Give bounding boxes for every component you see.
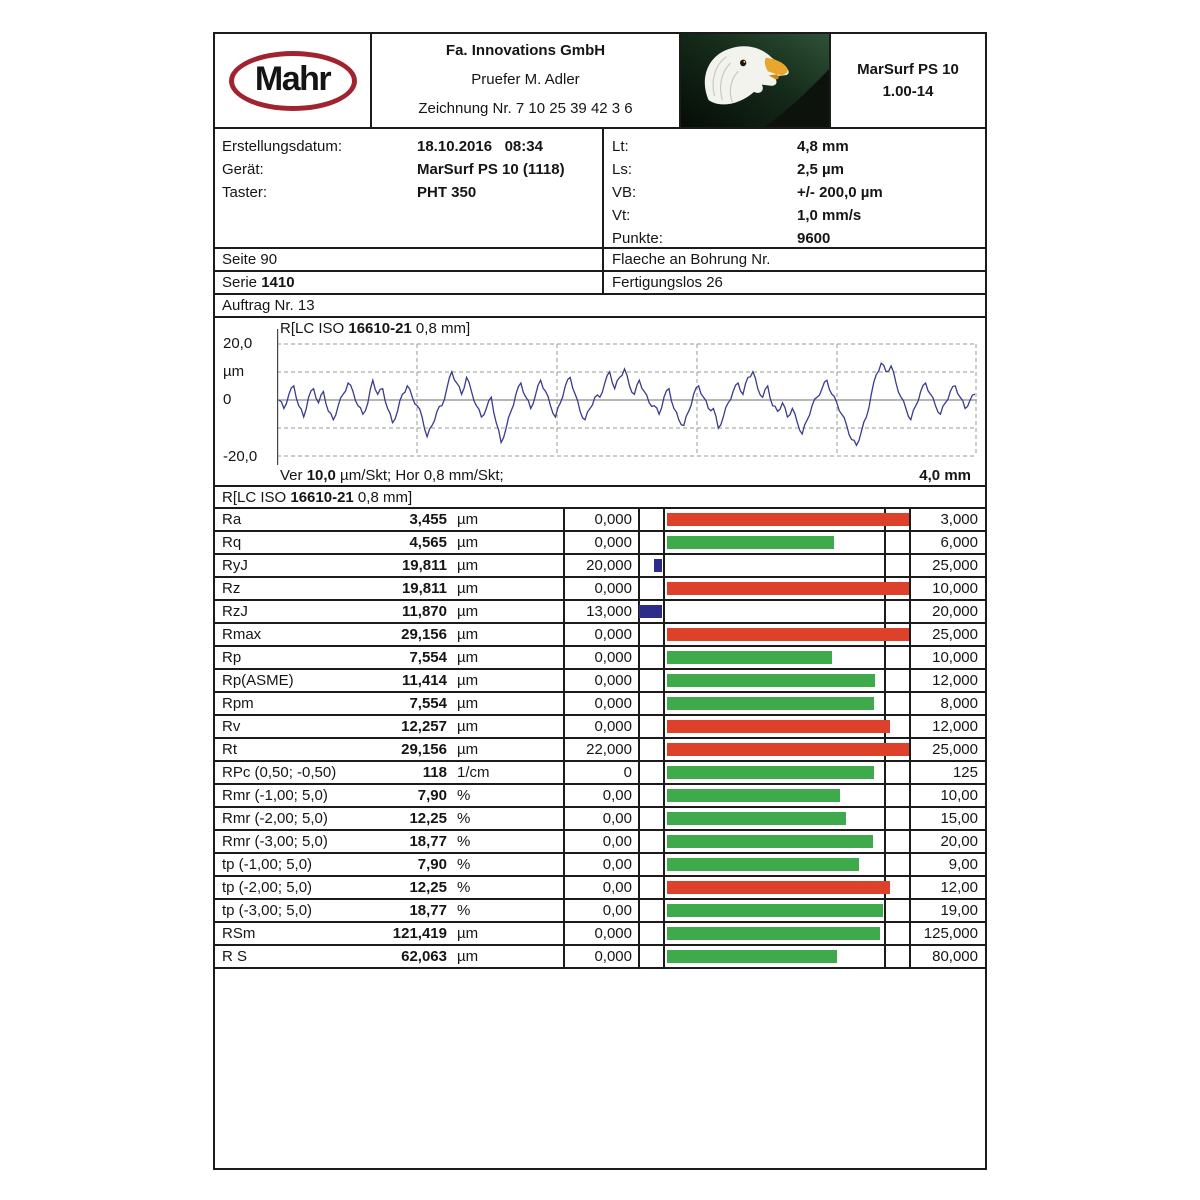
device-info [829,34,985,127]
tolerance-max-cell: 25,000 [932,741,978,758]
scale-pre: Ver [280,467,307,484]
parameter-cell [215,762,565,783]
metadata-value: 2,5 µm [797,161,844,178]
measurement-metadata [215,129,985,249]
tolerance-max-cell: 6,000 [940,534,978,551]
parameter-unit: µm [457,649,479,666]
tolerance-bar-cell [665,923,911,944]
parameter-value: 11,414 [401,672,447,689]
parameter-name: tp (-1,00; 5,0) [222,856,313,873]
parameter-unit: µm [457,718,479,735]
metadata-row [612,227,985,250]
under-tolerance-cell [640,831,665,852]
device-version: 1.00-14 [882,82,934,100]
tolerance-limit-line [884,762,886,783]
under-tolerance-cell [640,647,665,668]
in-tolerance-bar [667,950,837,963]
tolerance-max-cell: 8,000 [940,695,978,712]
table-section-header [215,487,985,509]
parameter-name: Rmr (-3,00; 5,0) [222,833,328,850]
parameter-unit: % [457,902,471,919]
parameter-unit: % [457,879,471,896]
info-row-serie [215,272,985,295]
tolerance-max-cell: 15,00 [940,810,978,827]
chart-title-prefix: R[LC ISO [280,320,349,337]
parameter-value: 12,257 [401,718,447,735]
under-tolerance-cell [640,578,665,599]
tolerance-bar-cell [665,739,911,760]
parameter-name: Rz [222,580,241,597]
mahr-logo-ellipse [229,51,357,111]
tolerance-min-cell: 0,000 [565,509,640,530]
metadata-label: Vt: [612,207,631,224]
parameter-value: 29,156 [401,741,447,758]
metadata-row [222,158,602,181]
in-tolerance-bar [667,697,874,710]
table-row [215,831,985,854]
tolerance-min-cell: 0,000 [565,647,640,668]
empty-area [215,969,985,1168]
metadata-label: Lt: [612,138,629,155]
under-tolerance-cell [640,624,665,645]
in-tolerance-bar [667,536,834,549]
parameter-cell [215,555,565,576]
over-limit-bar [667,582,909,595]
parameter-value: 12,25 [409,810,447,827]
parameter-value: 62,063 [401,948,447,965]
parameter-cell [215,532,565,553]
company-name: Fa. Innovations GmbH [445,42,606,59]
tolerance-min-cell: 0,000 [565,624,640,645]
under-tolerance-cell [640,601,665,622]
metadata-value: MarSurf PS 10 (1118) [417,161,565,178]
metadata-right-column [604,129,985,247]
in-tolerance-bar [667,858,859,871]
table-row [215,854,985,877]
auftrag-cell [215,295,985,316]
tolerance-max-cell: 12,00 [940,879,978,896]
under-tolerance-cell [640,923,665,944]
in-tolerance-bar [667,674,875,687]
under-tolerance-cell [640,555,665,576]
tolerance-min-cell: 22,000 [565,739,640,760]
under-tolerance-cell [640,532,665,553]
parameter-name: Rt [222,741,237,758]
under-tolerance-cell [640,693,665,714]
parameter-name: Rq [222,534,242,551]
parameter-unit: µm [457,695,479,712]
metadata-label: Punkte: [612,230,663,247]
tolerance-max-cell: 25,000 [932,626,978,643]
parameter-cell [215,739,565,760]
parameter-unit: µm [457,603,479,620]
metadata-value: 18.10.2016 08:34 [417,138,543,155]
serie-cell [215,272,604,293]
tolerance-bar-cell [665,785,911,806]
fertigungslos-cell: Fertigungslos 26 [612,274,723,291]
parameter-cell [215,716,565,737]
scale-post: µm/Skt; Hor 0,8 mm/Skt; [335,467,504,484]
tolerance-max-cell: 10,000 [932,580,978,597]
parameter-unit: µm [457,741,479,758]
over-limit-bar [667,513,909,526]
parameter-cell [215,923,565,944]
table-row [215,923,985,946]
parameter-name: Rpm [222,695,254,712]
parameter-value: 29,156 [401,626,447,643]
tolerance-max-cell: 12,000 [932,718,978,735]
parameter-value: 3,455 [409,511,447,528]
parameter-name: tp (-3,00; 5,0) [222,902,313,919]
table-row [215,647,985,670]
table-row [215,946,985,969]
parameter-value: 7,90 [417,856,447,873]
serie-value: 1410 [261,274,295,291]
parameter-cell [215,900,565,921]
table-row [215,693,985,716]
under-tolerance-cell [640,808,665,829]
parameter-unit: % [457,856,471,873]
tolerance-limit-line [884,808,886,829]
table-row [215,762,985,785]
parameter-name: Rp(ASME) [222,672,294,689]
parameter-cell [215,509,565,530]
parameter-unit: µm [457,925,479,942]
chart-title-suffix: 0,8 mm] [411,320,471,337]
tolerance-max-cell: 12,000 [932,672,978,689]
table-row [215,601,985,624]
tolerance-bar-cell [665,900,911,921]
parameter-value: 7,90 [417,787,447,804]
parameter-unit: % [457,833,471,850]
tolerance-bar-cell [665,532,911,553]
parameter-name: RzJ [222,603,248,620]
table-row [215,624,985,647]
in-tolerance-bar [667,766,874,779]
eagle-image [681,34,829,127]
parameter-name: Rp [222,649,242,666]
y-axis-zero-label: 0 [223,391,232,408]
under-tolerance-cell [640,716,665,737]
info-row-auftrag [215,295,985,318]
parameter-unit: µm [457,672,479,689]
tolerance-limit-line [884,923,886,944]
section-title-standard: 16610-21 [290,488,354,506]
table-row [215,532,985,555]
tolerance-min-cell: 20,000 [565,555,640,576]
parameter-cell [215,647,565,668]
tolerance-limit-line [884,555,886,576]
tolerance-min-cell: 0,000 [565,670,640,691]
tolerance-limit-line [884,647,886,668]
metadata-left-column [215,129,604,247]
metadata-row [612,135,985,158]
parameter-cell [215,785,565,806]
parameter-table [215,509,985,969]
tolerance-min-cell: 0,000 [565,716,640,737]
mahr-logo [215,34,372,127]
parameter-name: RSm [222,925,256,942]
profile-plot [277,329,977,470]
tolerance-limit-line [884,693,886,714]
tolerance-min-cell: 0,00 [565,808,640,829]
metadata-row [612,158,985,181]
section-title-suffix: 0,8 mm] [353,488,413,506]
parameter-unit: µm [457,626,479,643]
metadata-value: 1,0 mm/s [797,207,862,224]
table-row [215,716,985,739]
in-tolerance-bar [667,904,883,917]
tolerance-bar-cell [665,670,911,691]
auftrag-value: 13 [297,297,315,314]
section-title-prefix: R[LC ISO [222,488,291,506]
under-tolerance-cell [640,739,665,760]
parameter-unit: µm [457,948,479,965]
tolerance-bar-cell [665,877,911,898]
parameter-unit: µm [457,580,479,597]
table-row [215,670,985,693]
parameter-value: 7,554 [409,649,447,666]
serie-label: Serie [222,274,262,291]
parameter-cell [215,670,565,691]
tolerance-limit-line [884,831,886,852]
under-min-marker [639,605,662,618]
metadata-label: Taster: [222,184,268,201]
table-row [215,785,985,808]
parameter-unit: µm [457,534,479,551]
parameter-name: Rmr (-2,00; 5,0) [222,810,328,827]
inspector-name: Pruefer M. Adler [471,71,580,88]
metadata-row [222,181,602,204]
over-limit-bar [667,720,890,733]
parameter-unit: µm [457,557,479,574]
tolerance-limit-line [884,946,886,967]
tolerance-min-cell: 0,00 [565,854,640,875]
tolerance-min-cell: 13,000 [565,601,640,622]
over-limit-bar [667,881,890,894]
parameter-value: 4,565 [409,534,447,551]
tolerance-limit-line [884,670,886,691]
chart-scale-info [280,467,504,484]
tolerance-limit-line [884,854,886,875]
tolerance-bar-cell [665,808,911,829]
metadata-label: VB: [612,184,637,201]
auftrag-label: Auftrag Nr. [222,297,298,314]
under-tolerance-cell [640,900,665,921]
eagle-photo [679,34,829,127]
tolerance-max-cell: 125,000 [923,925,978,942]
parameter-value: 18,77 [409,833,447,850]
tolerance-min-cell: 0,00 [565,785,640,806]
tolerance-bar-cell [665,946,911,967]
tolerance-min-cell: 0,000 [565,923,640,944]
y-axis-max-label: 20,0 [223,335,253,352]
metadata-value: 4,8 mm [797,138,849,155]
parameter-cell [215,693,565,714]
parameter-cell [215,578,565,599]
scale-ver-value: 10,0 [306,467,336,484]
parameter-value: 12,25 [409,879,447,896]
in-tolerance-bar [667,835,873,848]
tolerance-min-cell: 0,00 [565,900,640,921]
seite-cell: Seite 90 [215,249,604,270]
parameter-value: 121,419 [392,925,447,942]
tolerance-min-cell: 0,000 [565,693,640,714]
parameter-value: 11,870 [401,603,447,620]
chart-title-standard: 16610-21 [348,320,412,337]
tolerance-max-cell: 10,000 [932,649,978,666]
table-row [215,555,985,578]
under-tolerance-cell [640,762,665,783]
under-tolerance-cell [640,670,665,691]
tolerance-bar-cell [665,693,911,714]
table-row [215,808,985,831]
in-tolerance-bar [667,651,832,664]
metadata-label: Gerät: [222,161,264,178]
info-row-seite [215,249,985,272]
roughness-profile-chart [215,318,985,487]
over-limit-bar [667,743,909,756]
parameter-unit: µm [457,511,479,528]
drawing-number: Zeichnung Nr. 7 10 25 39 42 3 6 [418,100,633,117]
device-model: MarSurf PS 10 [857,60,959,78]
table-row [215,877,985,900]
table-row [215,900,985,923]
tolerance-limit-line [884,785,886,806]
tolerance-bar-cell [665,716,911,737]
tolerance-min-cell: 0,000 [565,578,640,599]
flaeche-cell: Flaeche an Bohrung Nr. [612,251,771,268]
under-tolerance-cell [640,946,665,967]
metadata-row [222,135,602,158]
tolerance-bar-cell [665,831,911,852]
over-limit-bar [667,628,909,641]
parameter-cell [215,946,565,967]
parameter-value: 7,554 [409,695,447,712]
tolerance-max-cell: 3,000 [940,511,978,528]
table-row [215,509,985,532]
metadata-row [612,181,985,204]
report-page [213,32,987,1170]
tolerance-bar-cell [665,555,911,576]
tolerance-max-cell: 20,00 [940,833,978,850]
table-row [215,739,985,762]
mahr-logo-text: Mahr [254,59,331,98]
in-tolerance-bar [667,927,880,940]
metadata-row [612,204,985,227]
metadata-value: 9600 [797,230,831,247]
parameter-name: Rv [222,718,241,735]
tolerance-limit-line [884,601,886,622]
tolerance-min-cell: 0,000 [565,532,640,553]
tolerance-limit-line [884,532,886,553]
tolerance-max-cell: 10,00 [940,787,978,804]
table-row [215,578,985,601]
parameter-name: Ra [222,511,242,528]
parameter-value: 118 [422,764,447,781]
y-axis-min-label: -20,0 [223,448,258,465]
tolerance-max-cell: 25,000 [932,557,978,574]
parameter-cell [215,877,565,898]
parameter-cell [215,624,565,645]
tolerance-limit-line [884,900,886,921]
tolerance-bar-cell [665,509,911,530]
under-tolerance-cell [640,785,665,806]
parameter-cell [215,831,565,852]
parameter-value: 19,811 [401,557,447,574]
parameter-unit: 1/cm [457,764,490,781]
tolerance-min-cell: 0,000 [565,946,640,967]
parameter-unit: % [457,810,471,827]
parameter-cell [215,808,565,829]
parameter-value: 18,77 [409,902,447,919]
tolerance-bar-cell [665,647,911,668]
parameter-name: tp (-2,00; 5,0) [222,879,313,896]
tolerance-bar-cell [665,854,911,875]
parameter-unit: % [457,787,471,804]
tolerance-max-cell: 20,000 [932,603,978,620]
parameter-value: 19,811 [401,580,447,597]
under-tolerance-cell [640,877,665,898]
y-axis-unit-label: µm [223,363,245,380]
tolerance-min-cell: 0 [565,762,640,783]
report-header [215,34,985,129]
tolerance-max-cell: 80,000 [932,948,978,965]
tolerance-min-cell: 0,00 [565,877,640,898]
chart-length-label: 4,0 mm [919,467,971,484]
tolerance-bar-cell [665,578,911,599]
tolerance-bar-cell [665,601,911,622]
tolerance-min-cell: 0,00 [565,831,640,852]
parameter-cell [215,854,565,875]
under-min-marker [654,559,662,572]
parameter-name: R S [222,948,248,965]
parameter-name: Rmr (-1,00; 5,0) [222,787,328,804]
tolerance-max-cell: 125 [952,764,978,781]
in-tolerance-bar [667,812,846,825]
parameter-name: RPc (0,50; -0,50) [222,764,337,781]
metadata-label: Ls: [612,161,633,178]
under-tolerance-cell [640,854,665,875]
parameter-name: Rmax [222,626,262,643]
tolerance-max-cell: 19,00 [940,902,978,919]
under-tolerance-cell [640,509,665,530]
tolerance-bar-cell [665,624,911,645]
company-info [372,34,679,127]
tolerance-max-cell: 9,00 [948,856,978,873]
metadata-value: +/- 200,0 µm [797,184,883,201]
metadata-value: PHT 350 [417,184,477,201]
parameter-name: RyJ [222,557,248,574]
tolerance-bar-cell [665,762,911,783]
parameter-cell [215,601,565,622]
metadata-label: Erstellungsdatum: [222,138,343,155]
in-tolerance-bar [667,789,840,802]
